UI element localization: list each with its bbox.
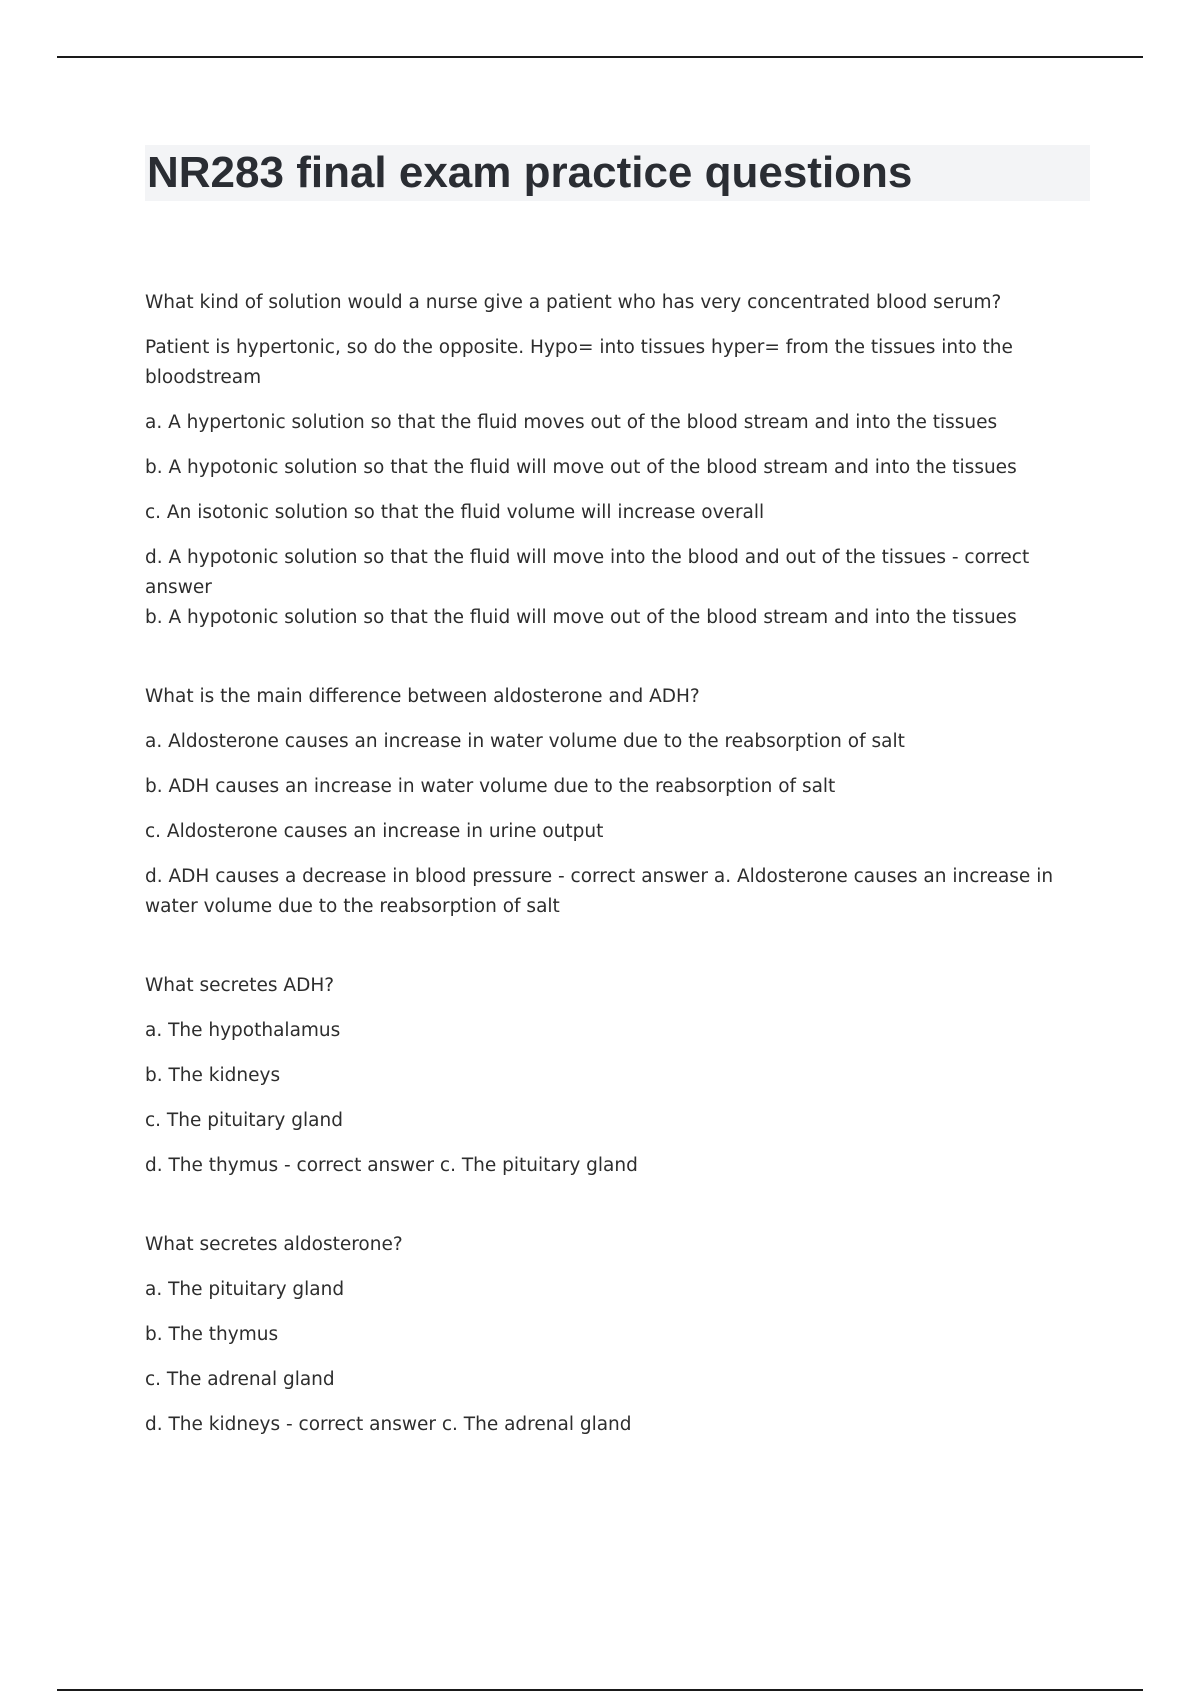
question-note: Patient is hypertonic, so do the opposite. Hypo= into tissues hyper= from the tissues into the bloodstream bbox=[145, 337, 1013, 388]
option-d: d. A hypotonic solution so that the fluid will move into the blood and out of the tissues - correct answer bbox=[145, 547, 1030, 598]
option-c: c. Aldosterone causes an increase in urine output bbox=[145, 821, 604, 842]
question-text: What kind of solution would a nurse give a patient who has very concentrated blood serum? bbox=[145, 292, 1002, 313]
page-title: NR283 final exam practice questions bbox=[147, 148, 913, 197]
option-a: a. A hypertonic solution so that the fluid moves out of the blood stream and into the tissues bbox=[145, 412, 998, 433]
question-text: What secretes aldosterone? bbox=[145, 1234, 403, 1255]
question-text: What is the main difference between aldosterone and ADH? bbox=[145, 686, 700, 707]
question-block-4 bbox=[145, 1230, 1085, 1440]
question-block-1 bbox=[145, 288, 1085, 633]
option-d: d. ADH causes a decrease in blood pressure - correct answer a. Aldosterone causes an increase in water volume due to the reabsorption of salt bbox=[145, 866, 1054, 917]
question-block-2 bbox=[145, 682, 1085, 922]
option-b: b. A hypotonic solution so that the fluid will move out of the blood stream and into the tissues bbox=[145, 457, 1017, 478]
option-a: a. The hypothalamus bbox=[145, 1020, 341, 1041]
option-b: b. The thymus bbox=[145, 1324, 279, 1345]
document-body bbox=[145, 288, 1085, 1440]
option-d: d. The kidneys - correct answer c. The adrenal gland bbox=[145, 1414, 632, 1435]
option-c: c. An isotonic solution so that the fluid volume will increase overall bbox=[145, 502, 765, 523]
option-c: c. The pituitary gland bbox=[145, 1110, 343, 1131]
option-a: a. The pituitary gland bbox=[145, 1279, 345, 1300]
option-b: b. ADH causes an increase in water volume due to the reabsorption of salt bbox=[145, 776, 836, 797]
option-d: d. The thymus - correct answer c. The pituitary gland bbox=[145, 1155, 638, 1176]
top-rule bbox=[57, 56, 1143, 58]
bottom-rule bbox=[57, 1689, 1143, 1691]
correct-answer: b. A hypotonic solution so that the fluid will move out of the blood stream and into the tissues bbox=[145, 607, 1017, 628]
question-text: What secretes ADH? bbox=[145, 975, 335, 996]
option-c: c. The adrenal gland bbox=[145, 1369, 335, 1390]
question-block-3 bbox=[145, 971, 1085, 1181]
option-a: a. Aldosterone causes an increase in water volume due to the reabsorption of salt bbox=[145, 731, 905, 752]
option-b: b. The kidneys bbox=[145, 1065, 281, 1086]
